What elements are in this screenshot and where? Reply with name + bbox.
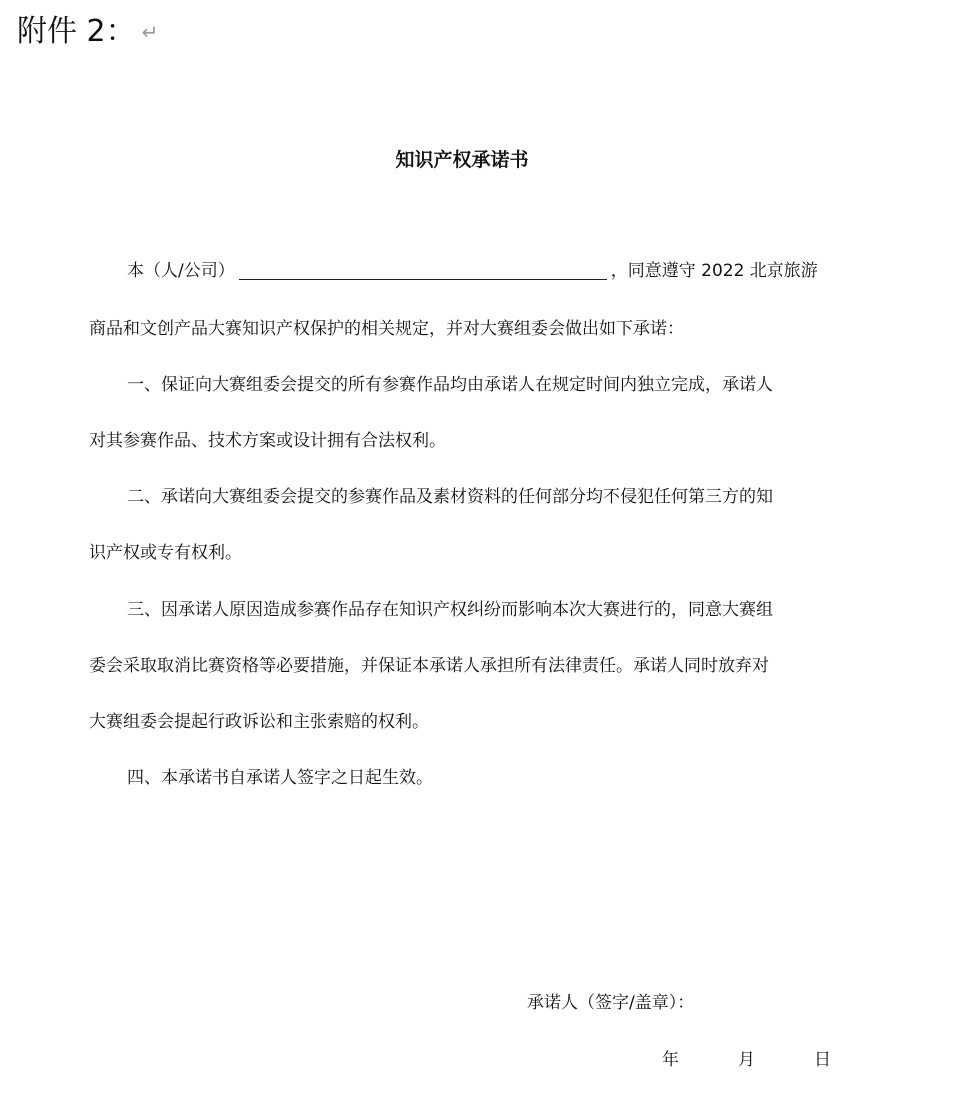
pledge-4-line-1: 四、本承诺书自承诺人签字之日起生效。 — [127, 768, 433, 788]
attachment-label — [17, 12, 158, 52]
paragraph-mark-icon: ↵ — [141, 20, 159, 44]
pledge-3-line-2: 委会采取取消比赛资格等必要措施，并保证本承诺人承担所有法律责任。承诺人同时放弃对 — [89, 656, 769, 676]
signature-label: 承诺人（签字/盖章）： — [527, 993, 695, 1013]
intro-line — [127, 258, 818, 284]
pledge-1-line-1: 一、保证向大赛组委会提交的所有参赛作品均由承诺人在规定时间内独立完成，承诺人 — [127, 375, 773, 395]
pledge-3-line-3: 大赛组委会提起行政诉讼和主张索赔的权利。 — [89, 712, 429, 732]
intro-prefix: 本（人/公司） — [127, 261, 235, 281]
pledge-2-line-2: 识产权或专有权利。 — [89, 543, 242, 563]
name-blank-field[interactable] — [239, 259, 607, 280]
attachment-label-text: 附件 2： — [17, 14, 136, 49]
date-day: 日 — [814, 1050, 831, 1070]
document-title: 知识产权承诺书 — [395, 149, 529, 171]
date-month: 月 — [738, 1050, 755, 1070]
date-year: 年 — [662, 1050, 679, 1070]
intro-suffix: ，同意遵守 2022 北京旅游 — [610, 261, 818, 281]
body-line-1: 商品和文创产品大赛知识产权保护的相关规定，并对大赛组委会做出如下承诺： — [89, 319, 684, 339]
pledge-3-line-1: 三、因承诺人原因造成参赛作品存在知识产权纠纷而影响本次大赛进行的，同意大赛组 — [127, 600, 773, 620]
pledge-2-line-1: 二、承诺向大赛组委会提交的参赛作品及素材资料的任何部分均不侵犯任何第三方的知 — [127, 487, 773, 507]
pledge-1-line-2: 对其参赛作品、技术方案或设计拥有合法权利。 — [89, 431, 446, 451]
